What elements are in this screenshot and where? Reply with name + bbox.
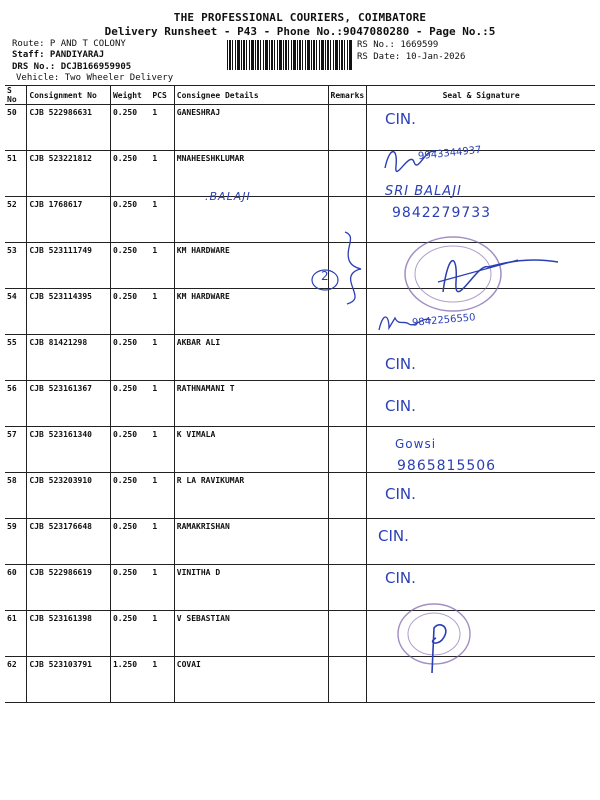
cell-consignment: CJB 523114395 bbox=[27, 289, 111, 335]
cell-remarks bbox=[328, 151, 367, 197]
cell-pcs: 1 bbox=[150, 427, 174, 473]
table-row bbox=[5, 151, 595, 197]
cell-weight: 0.250 bbox=[110, 565, 150, 611]
cell-sno: 58 bbox=[5, 473, 27, 519]
cell-consignment: CJB 522986631 bbox=[27, 105, 111, 151]
cell-pcs: 1 bbox=[150, 565, 174, 611]
cell-remarks bbox=[328, 611, 367, 657]
cell-remarks bbox=[328, 381, 367, 427]
handwritten-name: Gowsi bbox=[395, 437, 437, 451]
table-row bbox=[5, 473, 595, 519]
cell-pcs: 1 bbox=[150, 611, 174, 657]
cell-sno: 62 bbox=[5, 657, 27, 703]
route-label: Route: P AND T COLONY bbox=[12, 39, 126, 49]
table-row bbox=[5, 565, 595, 611]
vehicle-label: Vehicle: Two Wheeler Delivery bbox=[16, 73, 174, 83]
table-row bbox=[5, 105, 595, 151]
cell-weight: 0.250 bbox=[110, 151, 150, 197]
cell-pcs: 1 bbox=[150, 197, 174, 243]
table-row bbox=[5, 519, 595, 565]
rs-number: RS No.: 1669599 bbox=[357, 40, 439, 50]
cell-consignment: CJB 523103791 bbox=[27, 657, 111, 703]
col-sno: S No bbox=[5, 86, 27, 105]
cell-weight: 0.250 bbox=[110, 427, 150, 473]
cell-weight: 1.250 bbox=[110, 657, 150, 703]
table-row bbox=[5, 427, 595, 473]
cell-consignee: V SEBASTIAN bbox=[174, 611, 328, 657]
bracket-note: 2 bbox=[321, 269, 329, 283]
cell-sno: 56 bbox=[5, 381, 27, 427]
cell-consignee: RATHNAMANI T bbox=[174, 381, 328, 427]
cell-sno: 57 bbox=[5, 427, 27, 473]
cell-consignment: CJB 523203910 bbox=[27, 473, 111, 519]
handwritten-phone: 9842256550 bbox=[411, 312, 476, 329]
cell-remarks bbox=[328, 657, 367, 703]
company-stamp bbox=[392, 598, 482, 678]
cell-pcs: 1 bbox=[150, 335, 174, 381]
cell-sno: 61 bbox=[5, 611, 27, 657]
cell-weight: 0.250 bbox=[110, 381, 150, 427]
cell-pcs: 1 bbox=[150, 151, 174, 197]
cell-pcs: 1 bbox=[150, 519, 174, 565]
cell-sno: 51 bbox=[5, 151, 27, 197]
cell-consignee: AKBAR ALI bbox=[174, 335, 328, 381]
cell-pcs: 1 bbox=[150, 657, 174, 703]
cell-consignee: R LA RAVIKUMAR bbox=[174, 473, 328, 519]
runsheet-subtitle: Delivery Runsheet - P43 - Phone No.:9047080280 - Page No.:5 bbox=[104, 25, 496, 38]
cell-pcs: 1 bbox=[150, 289, 174, 335]
cell-consignee: VINITHA D bbox=[174, 565, 328, 611]
cell-remarks bbox=[328, 565, 367, 611]
signature-cin: CIN. bbox=[385, 355, 416, 373]
cell-consignee: K VIMALA bbox=[174, 427, 328, 473]
cell-pcs: 1 bbox=[150, 381, 174, 427]
cell-weight: 0.250 bbox=[110, 611, 150, 657]
table-row bbox=[5, 611, 595, 657]
cell-sno: 60 bbox=[5, 565, 27, 611]
cell-pcs: 1 bbox=[150, 243, 174, 289]
cell-sno: 52 bbox=[5, 197, 27, 243]
cell-remarks bbox=[328, 427, 367, 473]
cell-consignee: KM HARDWARE bbox=[174, 289, 328, 335]
cell-remarks bbox=[328, 105, 367, 151]
cell-pcs: 1 bbox=[150, 105, 174, 151]
cell-remarks bbox=[328, 473, 367, 519]
handwritten-phone: 9865815506 bbox=[397, 458, 497, 474]
cell-consignment: CJB 1768617 bbox=[27, 197, 111, 243]
col-pcs: PCS bbox=[150, 86, 174, 105]
handwritten-name: SRI BALAJI bbox=[385, 184, 462, 199]
cell-sno: 50 bbox=[5, 105, 27, 151]
runsheet-table bbox=[5, 85, 595, 703]
cell-sno: 55 bbox=[5, 335, 27, 381]
company-title: THE PROFESSIONAL COURIERS, COIMBATORE bbox=[173, 11, 427, 24]
cell-sno: 54 bbox=[5, 289, 27, 335]
cell-weight: 0.250 bbox=[110, 243, 150, 289]
cell-consignment: CJB 523221812 bbox=[27, 151, 111, 197]
col-consignment: Consignment No bbox=[27, 86, 111, 105]
company-stamp bbox=[398, 232, 578, 322]
cell-weight: 0.250 bbox=[110, 289, 150, 335]
cell-consignment: CJB 523176648 bbox=[27, 519, 111, 565]
cell-consignment: CJB 522986619 bbox=[27, 565, 111, 611]
handwritten-phone: 9842279733 bbox=[392, 205, 492, 221]
table-row bbox=[5, 657, 595, 703]
cell-pcs: 1 bbox=[150, 473, 174, 519]
rs-date: RS Date: 10-Jan-2026 bbox=[357, 52, 466, 62]
cell-weight: 0.250 bbox=[110, 335, 150, 381]
cell-consignment: CJB 523161398 bbox=[27, 611, 111, 657]
table-row bbox=[5, 335, 595, 381]
cell-consignee: MNAHEESHKLUMAR bbox=[174, 151, 328, 197]
signature-cin: CIN. bbox=[385, 110, 416, 128]
barcode bbox=[227, 40, 352, 70]
signature-cin: CIN. bbox=[385, 569, 416, 587]
cell-weight: 0.250 bbox=[110, 473, 150, 519]
cell-consignee: KM HARDWARE bbox=[174, 243, 328, 289]
col-consignee: Consignee Details bbox=[174, 86, 328, 105]
brace-mark bbox=[305, 228, 365, 308]
col-signature: Seal & Signature bbox=[367, 86, 595, 105]
cell-sno: 53 bbox=[5, 243, 27, 289]
cell-consignment: CJB 523111749 bbox=[27, 243, 111, 289]
signature-cin: CIN. bbox=[385, 485, 416, 503]
col-remarks: Remarks bbox=[328, 86, 367, 105]
cell-consignment: CJB 81421298 bbox=[27, 335, 111, 381]
handwritten-phone: 9943344937 bbox=[417, 144, 483, 163]
cell-consignee: RAMAKRISHAN bbox=[174, 519, 328, 565]
table-row bbox=[5, 381, 595, 427]
handwritten-consignee: .BALAJI bbox=[205, 190, 251, 203]
cell-sno: 59 bbox=[5, 519, 27, 565]
cell-consignee: GANESHRAJ bbox=[174, 105, 328, 151]
drs-number: DRS No.: DCJB166959905 bbox=[12, 62, 132, 72]
cell-remarks bbox=[328, 519, 367, 565]
staff-label: Staff: PANDIYARAJ bbox=[12, 50, 105, 60]
cell-consignment: CJB 523161340 bbox=[27, 427, 111, 473]
cell-weight: 0.250 bbox=[110, 197, 150, 243]
signature-cin: CIN. bbox=[385, 397, 416, 415]
cell-consignment: CJB 523161367 bbox=[27, 381, 111, 427]
cell-remarks bbox=[328, 335, 367, 381]
table-header-row bbox=[5, 86, 595, 105]
cell-weight: 0.250 bbox=[110, 519, 150, 565]
cell-consignee: COVAI bbox=[174, 657, 328, 703]
cell-weight: 0.250 bbox=[110, 105, 150, 151]
signature-cin: CIN. bbox=[378, 527, 409, 545]
col-weight: Weight bbox=[110, 86, 150, 105]
